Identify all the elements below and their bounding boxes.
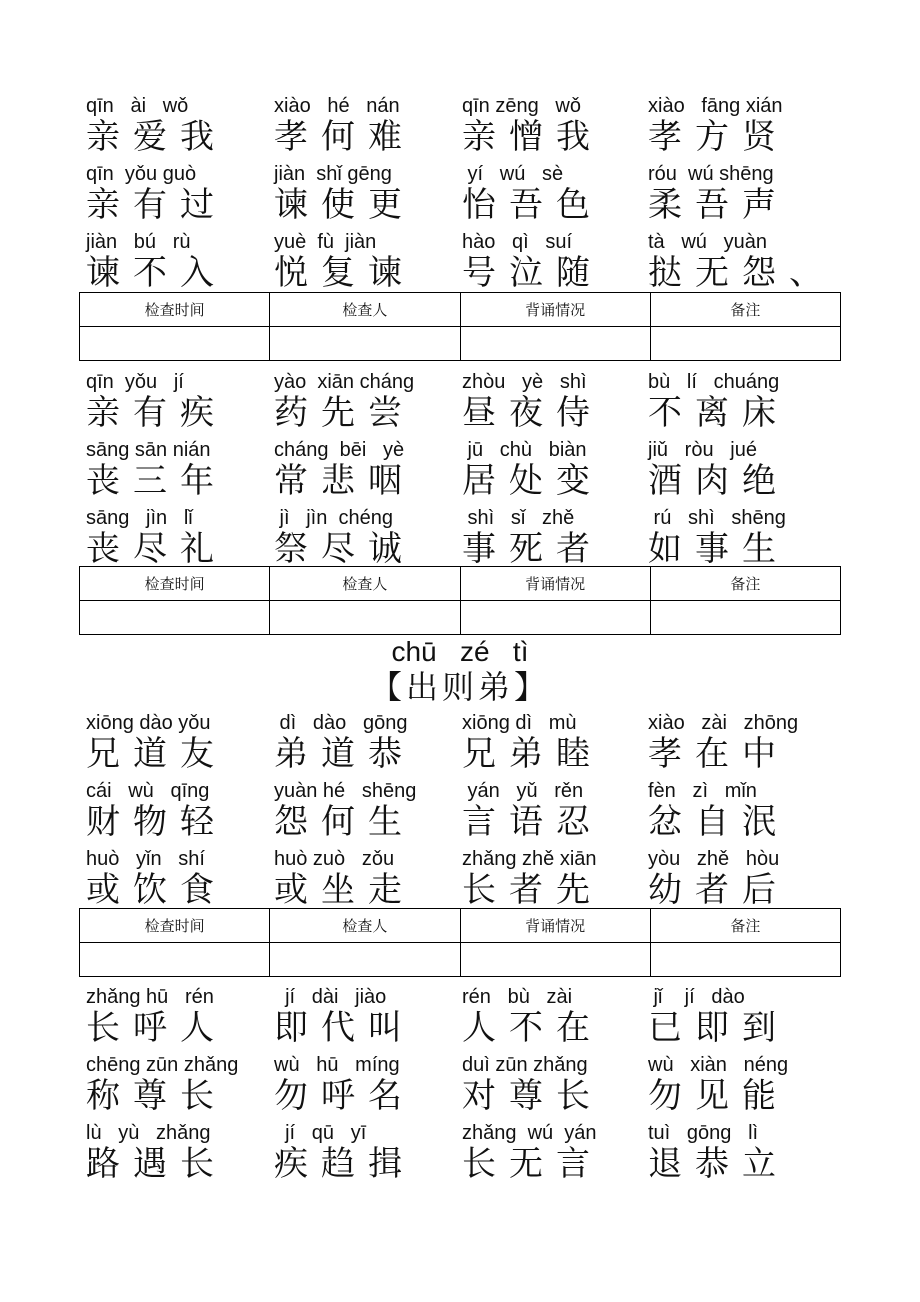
hanzi-line: 对尊长 bbox=[462, 1076, 603, 1116]
check-person-header: 检查人 bbox=[270, 909, 460, 943]
verse-row bbox=[86, 230, 846, 298]
pinyin-line: zhǎng zhě xiān bbox=[462, 848, 597, 870]
pinyin-line: sāng jìn lǐ bbox=[86, 507, 193, 529]
verse-group bbox=[462, 370, 632, 438]
pinyin-line: qīn ài wǒ bbox=[86, 95, 189, 117]
pinyin-line: lù yù zhǎng bbox=[86, 1122, 211, 1144]
verse-group bbox=[648, 162, 818, 230]
verse-group bbox=[86, 1121, 256, 1189]
notes-header: 备注 bbox=[650, 909, 840, 943]
hanzi-line: 兄道友 bbox=[86, 734, 227, 774]
hanzi-line: 或饮食 bbox=[86, 870, 227, 910]
hanzi-line: 事死者 bbox=[462, 529, 603, 569]
verse-row bbox=[86, 779, 846, 847]
hanzi-line: 不离床 bbox=[648, 393, 789, 433]
verse-group bbox=[462, 779, 632, 847]
pinyin-line: hào qì suí bbox=[462, 231, 573, 253]
verse-group bbox=[274, 162, 444, 230]
verse-group bbox=[86, 985, 256, 1053]
hanzi-line: 即代叫 bbox=[274, 1008, 415, 1048]
section-title: 【出则弟】 bbox=[369, 668, 550, 706]
hanzi-line: 亲有疾 bbox=[86, 393, 227, 433]
check-table bbox=[79, 908, 841, 977]
verse-group bbox=[648, 985, 818, 1053]
recite-status-cell[interactable] bbox=[460, 327, 650, 361]
verse-group bbox=[274, 1121, 444, 1189]
check-time-header: 检查时间 bbox=[80, 567, 270, 601]
verse-group bbox=[462, 985, 632, 1053]
hanzi-line: 丧尽礼 bbox=[86, 529, 227, 569]
verse-row bbox=[86, 506, 846, 574]
pinyin-line: cháng bēi yè bbox=[274, 439, 405, 461]
verse-group bbox=[274, 779, 444, 847]
hanzi-line: 兄弟睦 bbox=[462, 734, 603, 774]
pinyin-line: róu wú shēng bbox=[648, 163, 774, 185]
verse-group bbox=[648, 230, 836, 298]
recite-status-cell[interactable] bbox=[460, 943, 650, 977]
pinyin-line: yòu zhě hòu bbox=[648, 848, 780, 870]
check-time-cell[interactable] bbox=[80, 327, 270, 361]
verse-group bbox=[462, 1053, 632, 1121]
hanzi-line: 柔吾声 bbox=[648, 185, 789, 225]
hanzi-line: 丧三年 bbox=[86, 461, 227, 501]
verse-group bbox=[462, 230, 632, 298]
check-time-cell[interactable] bbox=[80, 943, 270, 977]
verse-group bbox=[462, 162, 632, 230]
verse-group bbox=[86, 370, 256, 438]
pinyin-line: duì zūn zhǎng bbox=[462, 1054, 588, 1076]
hanzi-line: 谏不入 bbox=[86, 253, 227, 293]
recite-status-header: 背诵情况 bbox=[460, 567, 650, 601]
verse-group bbox=[274, 506, 444, 574]
pinyin-line: rú shì shēng bbox=[648, 507, 786, 529]
verse-row bbox=[86, 94, 846, 162]
verse-row bbox=[86, 438, 846, 506]
hanzi-line: 长无言 bbox=[462, 1144, 603, 1184]
verse-group bbox=[86, 94, 256, 162]
hanzi-line: 弟道恭 bbox=[274, 734, 415, 774]
verse-group bbox=[274, 370, 444, 438]
hanzi-line: 退恭立 bbox=[648, 1144, 789, 1184]
verse-group bbox=[648, 506, 818, 574]
verse-group bbox=[648, 847, 818, 915]
hanzi-line: 称尊长 bbox=[86, 1076, 227, 1116]
check-table bbox=[79, 292, 841, 361]
pinyin-line: qīn zēng wǒ bbox=[462, 95, 581, 117]
pinyin-line: jí dài jiào bbox=[274, 986, 387, 1008]
pinyin-line: yí wú sè bbox=[462, 163, 564, 185]
hanzi-line: 孝在中 bbox=[648, 734, 789, 774]
verse-group bbox=[274, 847, 444, 915]
hanzi-line: 号泣随 bbox=[462, 253, 603, 293]
verse-group bbox=[648, 1053, 818, 1121]
hanzi-line: 怨何生 bbox=[274, 802, 415, 842]
hanzi-line: 孝方贤 bbox=[648, 117, 789, 157]
verse-row bbox=[86, 1053, 846, 1121]
hanzi-line: 挞无怨、 bbox=[648, 253, 836, 293]
pinyin-line: bù lí chuáng bbox=[648, 371, 780, 393]
pinyin-line: sāng sān nián bbox=[86, 439, 211, 461]
pinyin-line: chēng zūn zhǎng bbox=[86, 1054, 239, 1076]
hanzi-line: 祭尽诚 bbox=[274, 529, 415, 569]
hanzi-line: 酒肉绝 bbox=[648, 461, 789, 501]
recite-status-header: 背诵情况 bbox=[460, 293, 650, 327]
pinyin-line: zhǎng hū rén bbox=[86, 986, 214, 1008]
verse-group bbox=[86, 847, 256, 915]
pinyin-line: xiào fāng xián bbox=[648, 95, 783, 117]
pinyin-line: fèn zì mǐn bbox=[648, 780, 757, 802]
verse-group bbox=[648, 438, 818, 506]
pinyin-line: dì dào gōng bbox=[274, 712, 408, 734]
hanzi-line: 路遇长 bbox=[86, 1144, 227, 1184]
verse-group bbox=[648, 370, 818, 438]
verse-group bbox=[274, 711, 444, 779]
hanzi-line: 悦复谏 bbox=[274, 253, 415, 293]
pinyin-line: zhǎng wú yán bbox=[462, 1122, 597, 1144]
verse-group bbox=[86, 506, 256, 574]
pinyin-line: zhòu yè shì bbox=[462, 371, 587, 393]
pinyin-line: tuì gōng lì bbox=[648, 1122, 759, 1144]
verse-row bbox=[86, 1121, 846, 1189]
pinyin-line: tà wú yuàn bbox=[648, 231, 767, 253]
hanzi-line: 昼夜侍 bbox=[462, 393, 603, 433]
check-table bbox=[79, 566, 841, 635]
verse-group bbox=[86, 711, 256, 779]
pinyin-line: cái wù qīng bbox=[86, 780, 210, 802]
pinyin-line: qīn yǒu jí bbox=[86, 371, 184, 393]
hanzi-line: 如事生 bbox=[648, 529, 789, 569]
notes-cell[interactable] bbox=[650, 327, 840, 361]
pinyin-line: yán yǔ rěn bbox=[462, 780, 584, 802]
hanzi-line: 亲有过 bbox=[86, 185, 227, 225]
pinyin-line: xiōng dào yǒu bbox=[86, 712, 211, 734]
verse-group bbox=[274, 1053, 444, 1121]
pinyin-line: wù xiàn néng bbox=[648, 1054, 789, 1076]
verse-row bbox=[86, 847, 846, 915]
pinyin-line: qīn yǒu guò bbox=[86, 163, 197, 185]
verse-group bbox=[86, 438, 256, 506]
pinyin-line: xiōng dì mù bbox=[462, 712, 577, 734]
verse-group bbox=[86, 1053, 256, 1121]
check-person-header: 检查人 bbox=[270, 567, 460, 601]
check-time-header: 检查时间 bbox=[80, 909, 270, 943]
hanzi-line: 言语忍 bbox=[462, 802, 603, 842]
verse-row bbox=[86, 370, 846, 438]
check-time-header: 检查时间 bbox=[80, 293, 270, 327]
hanzi-line: 药先尝 bbox=[274, 393, 415, 433]
verse-row bbox=[86, 711, 846, 779]
verse-row bbox=[86, 985, 846, 1053]
pinyin-line: huò yǐn shí bbox=[86, 848, 205, 870]
pinyin-line: yuàn hé shēng bbox=[274, 780, 417, 802]
hanzi-line: 居处变 bbox=[462, 461, 603, 501]
check-person-cell[interactable] bbox=[270, 943, 460, 977]
hanzi-line: 谏使更 bbox=[274, 185, 415, 225]
pinyin-line: xiào zài zhōng bbox=[648, 712, 799, 734]
notes-header: 备注 bbox=[650, 567, 840, 601]
hanzi-line: 已即到 bbox=[648, 1008, 789, 1048]
pinyin-line: jiǔ ròu jué bbox=[648, 439, 757, 461]
hanzi-line: 疾趋揖 bbox=[274, 1144, 415, 1184]
verse-group bbox=[462, 847, 632, 915]
section-title-pinyin: chū zé tì bbox=[391, 636, 529, 667]
pinyin-line: jiàn shǐ gēng bbox=[274, 163, 392, 185]
pinyin-line: yuè fù jiàn bbox=[274, 231, 377, 253]
pinyin-line: jì jìn chéng bbox=[274, 507, 393, 529]
hanzi-line: 忿自泯 bbox=[648, 802, 789, 842]
hanzi-line: 长呼人 bbox=[86, 1008, 227, 1048]
recite-status-header: 背诵情况 bbox=[460, 909, 650, 943]
verse-group bbox=[274, 438, 444, 506]
verse-group bbox=[274, 985, 444, 1053]
pinyin-line: huò zuò zǒu bbox=[274, 848, 395, 870]
notes-cell[interactable] bbox=[650, 943, 840, 977]
pinyin-line: jiàn bú rù bbox=[86, 231, 191, 253]
verse-group bbox=[648, 94, 818, 162]
pinyin-line: rén bù zài bbox=[462, 986, 573, 1008]
verse-group bbox=[86, 230, 256, 298]
verse-group bbox=[86, 779, 256, 847]
hanzi-line: 常悲咽 bbox=[274, 461, 415, 501]
verse-group bbox=[462, 506, 632, 574]
check-person-header: 检查人 bbox=[270, 293, 460, 327]
pinyin-line: jǐ jí dào bbox=[648, 986, 745, 1008]
hanzi-line: 亲爱我 bbox=[86, 117, 227, 157]
recite-status-cell[interactable] bbox=[460, 601, 650, 635]
verse-row bbox=[86, 162, 846, 230]
pinyin-line: yào xiān cháng bbox=[274, 371, 415, 393]
hanzi-line: 勿呼名 bbox=[274, 1076, 415, 1116]
pinyin-line: xiào hé nán bbox=[274, 95, 400, 117]
pinyin-line: wù hū míng bbox=[274, 1054, 400, 1076]
hanzi-line: 勿见能 bbox=[648, 1076, 789, 1116]
verse-group bbox=[462, 1121, 632, 1189]
check-person-cell[interactable] bbox=[270, 601, 460, 635]
pinyin-line: jí qū yī bbox=[274, 1122, 367, 1144]
pinyin-line: shì sǐ zhě bbox=[462, 507, 575, 529]
hanzi-line: 人不在 bbox=[462, 1008, 603, 1048]
verse-group bbox=[648, 779, 818, 847]
verse-group bbox=[274, 230, 444, 298]
notes-header: 备注 bbox=[650, 293, 840, 327]
hanzi-line: 孝何难 bbox=[274, 117, 415, 157]
hanzi-line: 亲憎我 bbox=[462, 117, 603, 157]
check-person-cell[interactable] bbox=[270, 327, 460, 361]
verse-group bbox=[462, 711, 632, 779]
hanzi-line: 长者先 bbox=[462, 870, 603, 910]
hanzi-line: 或坐走 bbox=[274, 870, 415, 910]
pinyin-line: jū chù biàn bbox=[462, 439, 587, 461]
hanzi-line: 幼者后 bbox=[648, 870, 789, 910]
verse-group bbox=[462, 94, 632, 162]
verse-group bbox=[86, 162, 256, 230]
verse-group bbox=[648, 1121, 818, 1189]
check-time-cell[interactable] bbox=[80, 601, 270, 635]
hanzi-line: 怡吾色 bbox=[462, 185, 603, 225]
verse-group bbox=[648, 711, 818, 779]
verse-group bbox=[274, 94, 444, 162]
notes-cell[interactable] bbox=[650, 601, 840, 635]
hanzi-line: 财物轻 bbox=[86, 802, 227, 842]
verse-group bbox=[462, 438, 632, 506]
